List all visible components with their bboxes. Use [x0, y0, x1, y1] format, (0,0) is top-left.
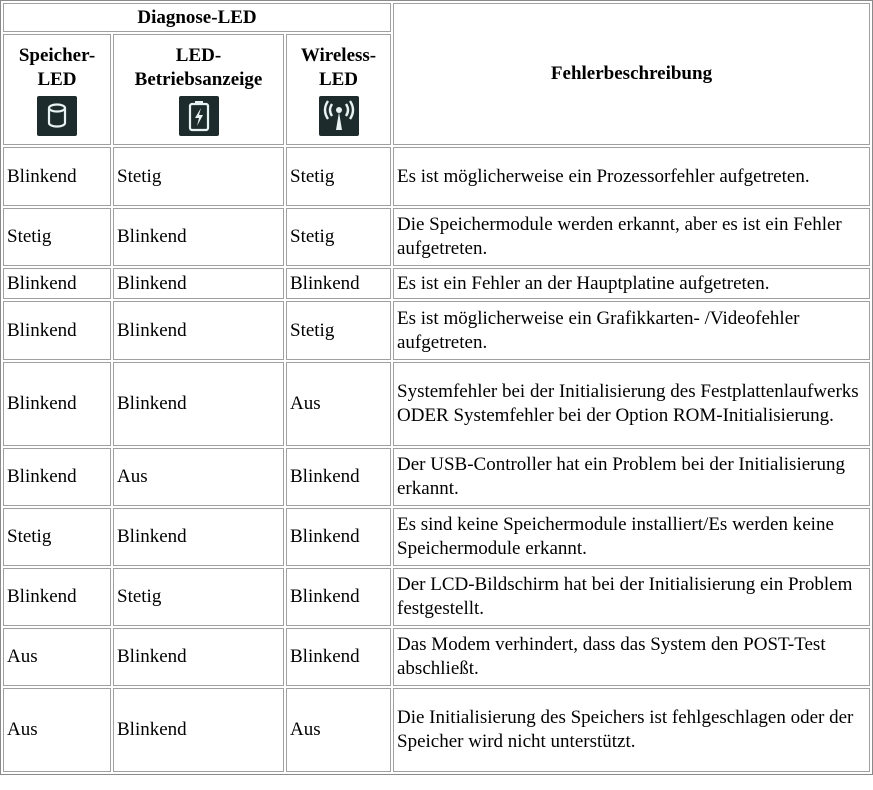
column-label-line2: LED — [318, 68, 359, 90]
cell-speicher: Blinkend — [3, 448, 111, 506]
column-label-line1: Wireless- — [300, 44, 377, 66]
cell-betriebsanzeige: Blinkend — [113, 508, 284, 566]
cell-beschreibung: Die Initialisierung des Speichers ist fehlgeschlagen oder der Speicher wird nicht unterstützt. — [393, 688, 870, 772]
cell-speicher: Stetig — [3, 208, 111, 266]
column-label-line2: Betriebsanzeige — [134, 68, 263, 90]
cell-betriebsanzeige: Blinkend — [113, 208, 284, 266]
table-row — [3, 268, 870, 299]
cell-wireless: Blinkend — [286, 448, 391, 506]
wireless-antenna-icon — [319, 96, 359, 136]
cell-speicher: Blinkend — [3, 147, 111, 206]
cell-wireless: Blinkend — [286, 268, 391, 299]
cell-betriebsanzeige: Stetig — [113, 568, 284, 626]
memory-cylinder-icon — [37, 96, 77, 136]
cell-wireless: Stetig — [286, 147, 391, 206]
column-header-betriebsanzeige — [113, 34, 284, 145]
column-header-speicher — [3, 34, 111, 145]
cell-speicher: Blinkend — [3, 301, 111, 360]
table-row — [3, 448, 870, 506]
cell-betriebsanzeige: Aus — [113, 448, 284, 506]
cell-betriebsanzeige: Blinkend — [113, 628, 284, 686]
column-header-wireless — [286, 34, 391, 145]
cell-speicher: Blinkend — [3, 362, 111, 446]
cell-betriebsanzeige: Blinkend — [113, 688, 284, 772]
cell-beschreibung: Der USB-Controller hat ein Problem bei der Initialisierung erkannt. — [393, 448, 870, 506]
cell-speicher: Blinkend — [3, 568, 111, 626]
column-label-line1: LED- — [175, 44, 222, 66]
cell-beschreibung: Systemfehler bei der Initialisierung des Festplattenlaufwerks ODER Systemfehler bei der Option ROM-Initialisierung. — [393, 362, 870, 446]
cell-speicher: Aus — [3, 688, 111, 772]
column-label-line2: LED — [37, 68, 77, 90]
table-row — [3, 362, 870, 446]
table-row — [3, 147, 870, 206]
cell-wireless: Aus — [286, 688, 391, 772]
cell-beschreibung: Es ist möglicherweise ein Grafikkarten- /Videofehler aufgetreten. — [393, 301, 870, 360]
group-title: Diagnose-LED — [3, 3, 391, 32]
cell-beschreibung: Es ist möglicherweise ein Prozessorfehler aufgetreten. — [393, 147, 870, 206]
cell-speicher: Blinkend — [3, 268, 111, 299]
cell-speicher: Aus — [3, 628, 111, 686]
header-row-group — [3, 3, 870, 32]
cell-betriebsanzeige: Blinkend — [113, 268, 284, 299]
cell-speicher: Stetig — [3, 508, 111, 566]
table-row — [3, 568, 870, 626]
cell-beschreibung: Die Speichermodule werden erkannt, aber es ist ein Fehler aufgetreten. — [393, 208, 870, 266]
cell-wireless: Blinkend — [286, 628, 391, 686]
cell-wireless: Blinkend — [286, 508, 391, 566]
table-row — [3, 301, 870, 360]
battery-power-icon — [179, 96, 219, 136]
cell-wireless: Aus — [286, 362, 391, 446]
cell-wireless: Blinkend — [286, 568, 391, 626]
cell-wireless: Stetig — [286, 301, 391, 360]
cell-beschreibung: Es ist ein Fehler an der Hauptplatine aufgetreten. — [393, 268, 870, 299]
column-label-line1: Speicher- — [18, 44, 96, 66]
table-row — [3, 208, 870, 266]
table-row — [3, 688, 870, 772]
description-column-header: Fehlerbeschreibung — [393, 3, 870, 145]
cell-beschreibung: Das Modem verhindert, dass das System den POST-Test abschließt. — [393, 628, 870, 686]
cell-betriebsanzeige: Stetig — [113, 147, 284, 206]
table-row — [3, 628, 870, 686]
cell-betriebsanzeige: Blinkend — [113, 362, 284, 446]
cell-beschreibung: Der LCD-Bildschirm hat bei der Initialisierung ein Problem festgestellt. — [393, 568, 870, 626]
table-row — [3, 508, 870, 566]
cell-betriebsanzeige: Blinkend — [113, 301, 284, 360]
cell-wireless: Stetig — [286, 208, 391, 266]
cell-beschreibung: Es sind keine Speichermodule installiert/Es werden keine Speichermodule erkannt. — [393, 508, 870, 566]
